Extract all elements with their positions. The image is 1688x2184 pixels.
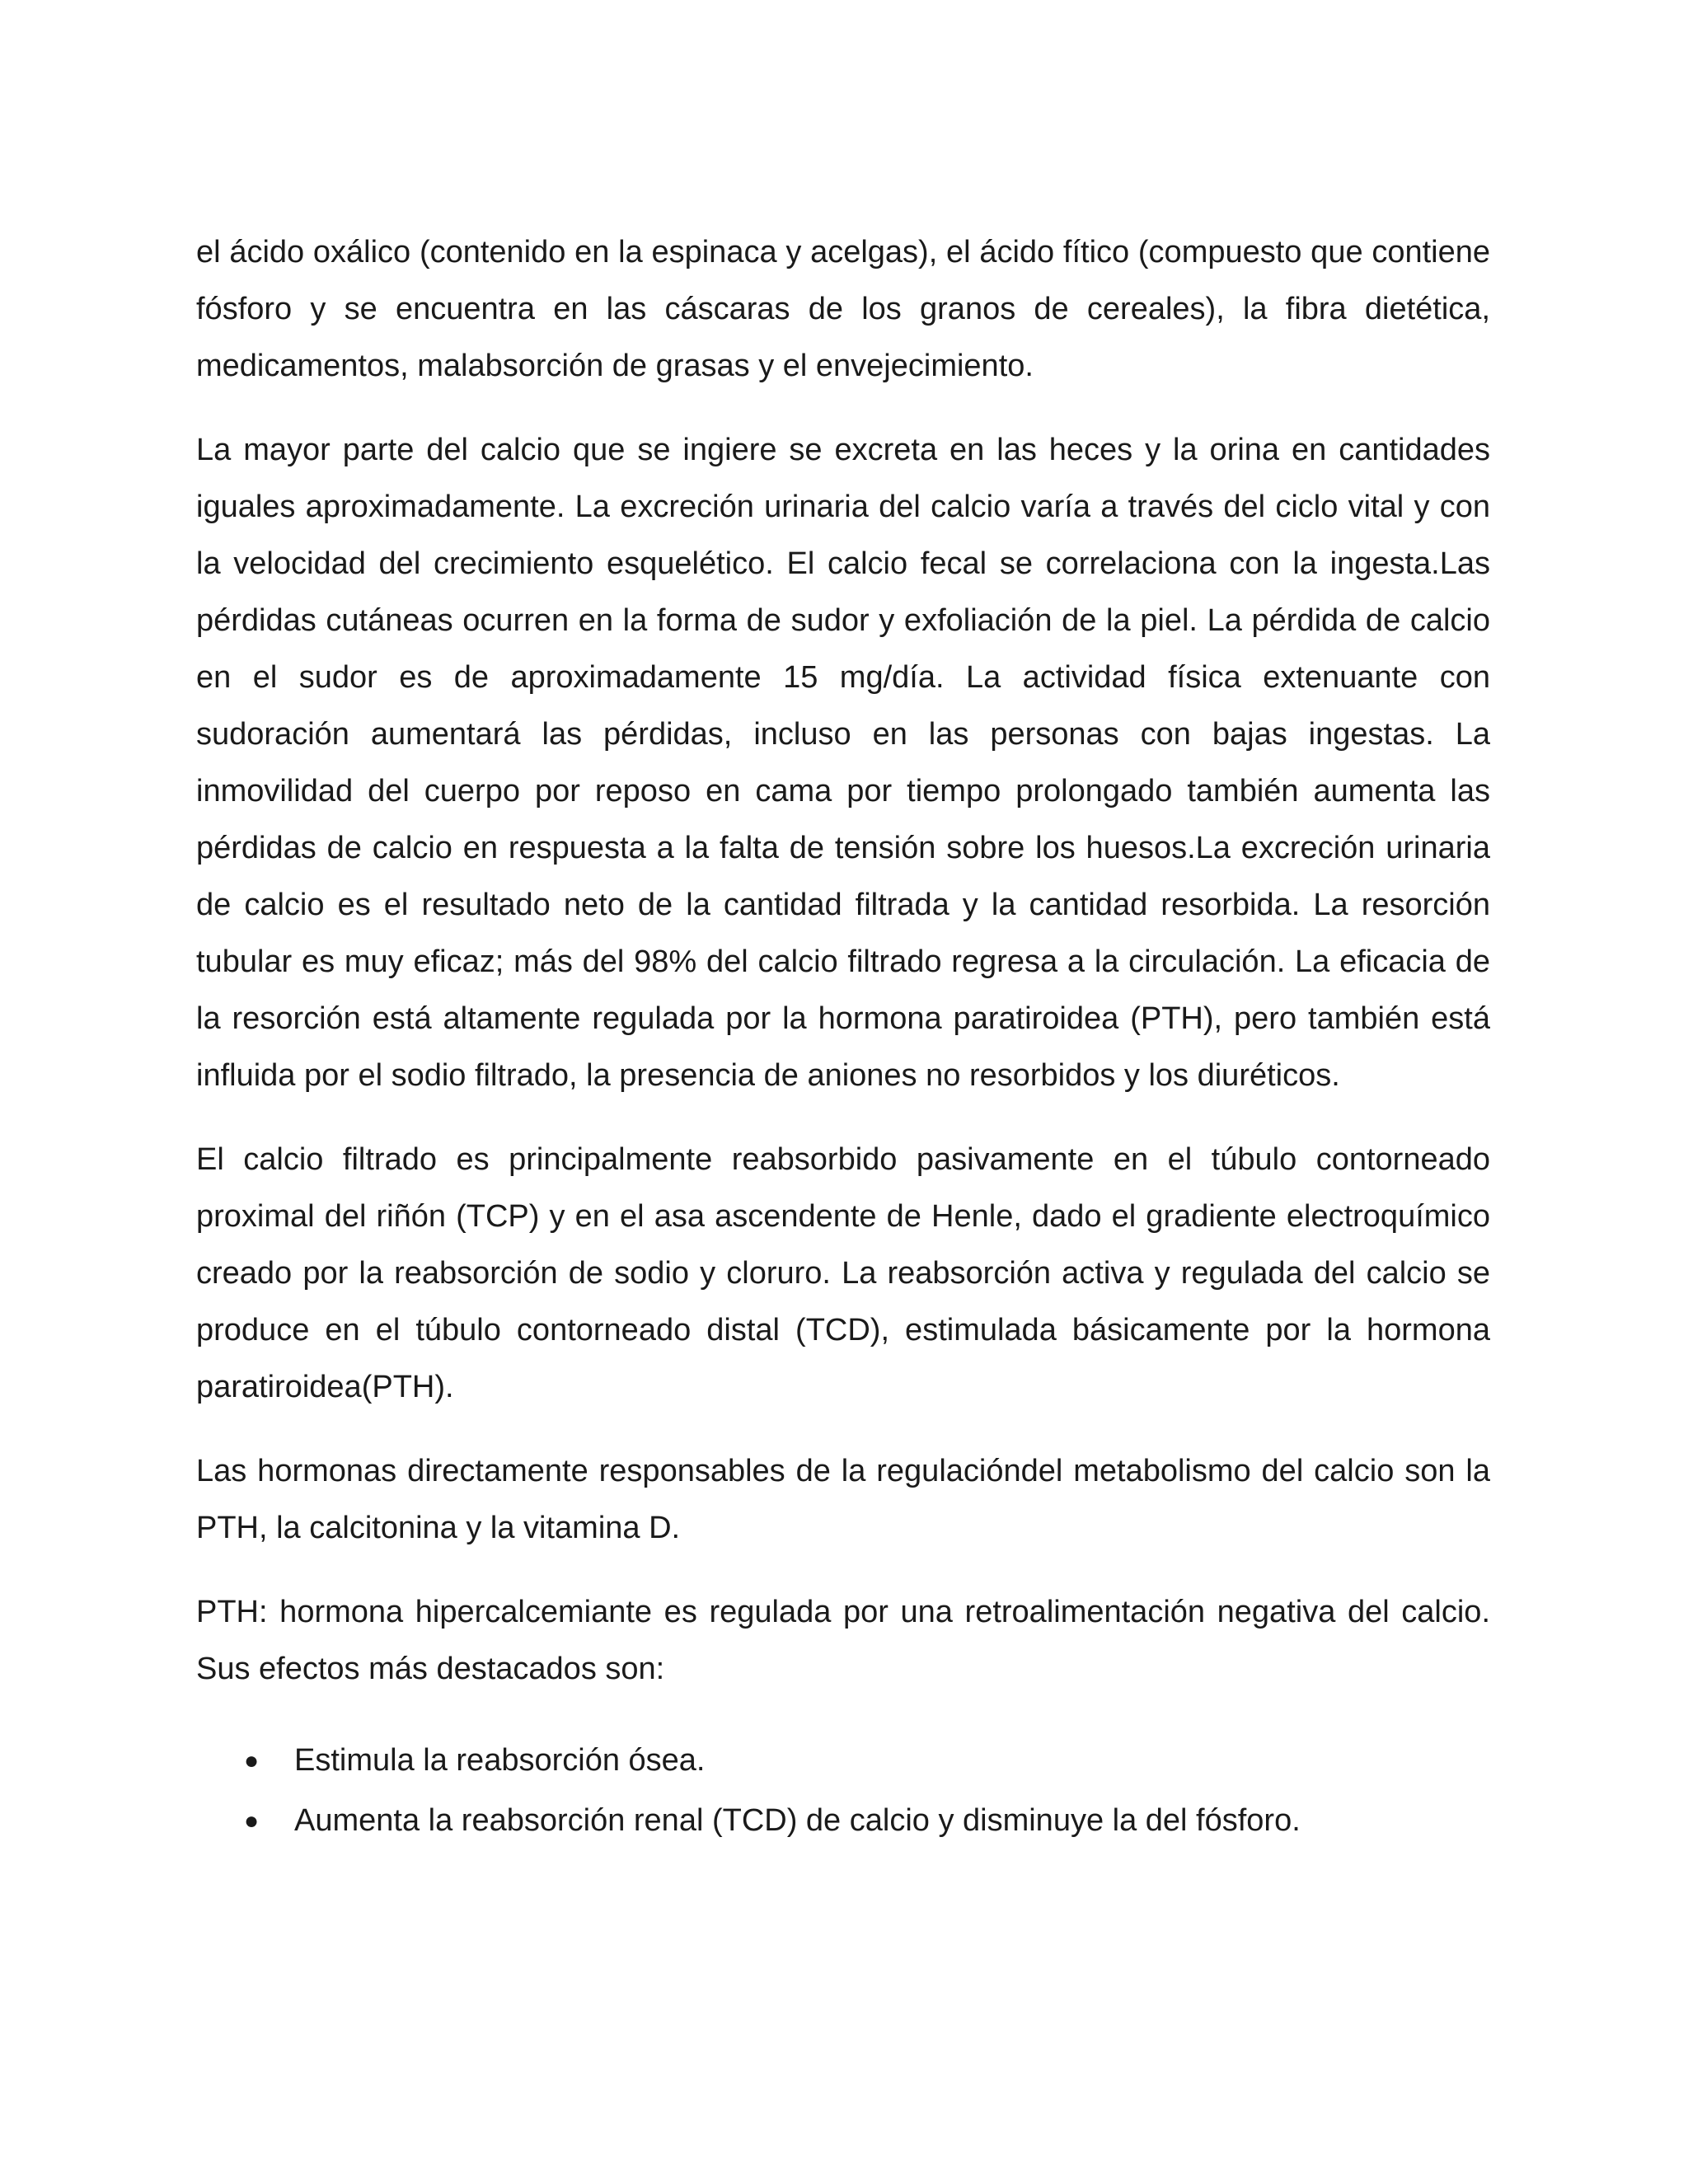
paragraph-2: La mayor parte del calcio que se ingiere se excreta en las heces y la orina en cantidades iguales aproximadamente. La excreción urinaria del calcio varía a través del ciclo vital y con la velocidad del crecimiento esquelético. El calcio fecal se correlaciona con la ingesta.Las pérdidas cutáneas ocurren en la forma de sudor y exfoliación de la piel. La pérdida de calcio en el sudor es de aproximadamente 15 mg/día. La actividad física extenuante con sudoración aumentará las pérdidas, incluso en las personas con bajas ingestas. La inmovilidad del cuerpo por reposo en cama por tiempo prolongado también aumenta las pérdidas de calcio en respuesta a la falta de tensión sobre los huesos.La excreción urinaria de calcio es el resultado neto de la cantidad filtrada y la cantidad resorbida. La resorción tubular es muy eficaz; más del 98% del calcio filtrado regresa a la circulación. La eficacia de la resorción está altamente regulada por la hormona paratiroidea (PTH), pero también está influida por el sodio filtrado, la presencia de aniones no resorbidos y los diuréticos. bbox=[196, 433, 1490, 1093]
bullet-icon: ● bbox=[244, 1747, 260, 1774]
list-item-text: Aumenta la reabsorción renal (TCD) de calcio y disminuye la del fósforo. bbox=[294, 1803, 1301, 1838]
list-item bbox=[196, 1791, 1490, 1851]
page-body bbox=[196, 224, 1490, 1851]
paragraph-1: el ácido oxálico (contenido en la espinaca y acelgas), el ácido fítico (compuesto que contiene fósforo y se encuentra en las cáscaras de los granos de cereales), la fibra dietética, medicamentos, malabsorción de grasas y el envejecimiento. bbox=[196, 235, 1490, 383]
paragraph-3: El calcio filtrado es principalmente reabsorbido pasivamente en el túbulo contorneado proximal del riñón (TCP) y en el asa ascendente de Henle, dado el gradiente electroquímico creado por la reabsorción de sodio y cloruro. La reabsorción activa y regulada del calcio se produce en el túbulo contorneado distal (TCD), estimulada básicamente por la hormona paratiroidea(PTH). bbox=[196, 1142, 1490, 1404]
list-item bbox=[196, 1731, 1490, 1791]
paragraph-5: PTH: hormona hipercalcemiante es regulada por una retroalimentación negativa del calcio. Sus efectos más destacados son: bbox=[196, 1595, 1490, 1686]
list-item-text: Estimula la reabsorción ósea. bbox=[294, 1743, 706, 1778]
effects-list bbox=[196, 1731, 1490, 1851]
paragraph-4: Las hormonas directamente responsables de la regulacióndel metabolismo del calcio son la PTH, la calcitonina y la vitamina D. bbox=[196, 1454, 1490, 1545]
bullet-icon: ● bbox=[244, 1807, 260, 1835]
